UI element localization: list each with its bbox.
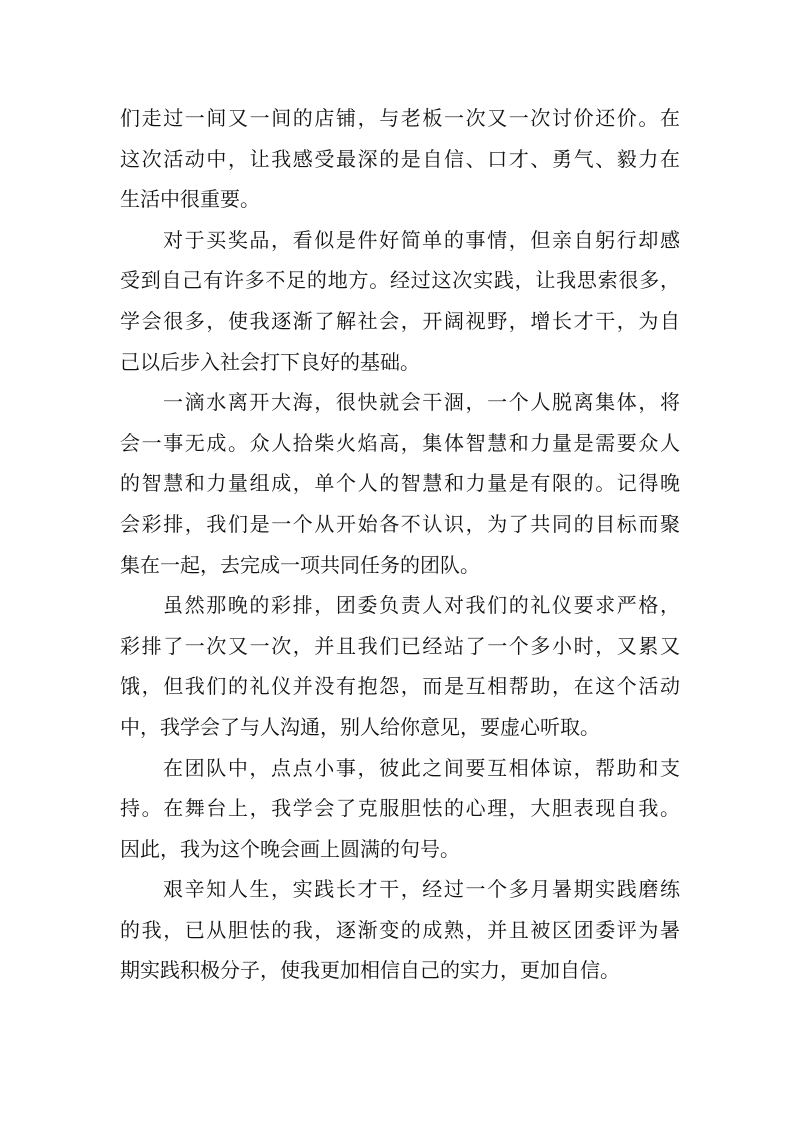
paragraph-line: 中，我学会了与人沟通，别人给你意见，要虚心听取。 [120, 714, 600, 739]
paragraph-3 [120, 382, 680, 585]
paragraph-line: 们走过一间又一间的店铺，与老板一次又一次讨价还价。在 [120, 106, 680, 130]
paragraph-line: 在团队中，点点小事，彼此之间要互相体谅，帮助和支 [163, 755, 680, 780]
paragraph-1 [120, 98, 680, 220]
document-body [120, 98, 680, 991]
paragraph-line: 这次活动中，让我感受最深的是自信、口才、勇气、毅力在 [120, 146, 680, 171]
paragraph-line: 一滴水离开大海，很快就会干涸，一个人脱离集体，将 [163, 390, 680, 415]
paragraph-line: 彩排了一次又一次，并且我们已经站了一个多小时，又累又 [120, 633, 680, 658]
paragraph-line: 会彩排，我们是一个从开始各不认识，为了共同的目标而聚 [120, 511, 680, 536]
paragraph-line: 集在一起，去完成一项共同任务的团队。 [120, 552, 480, 577]
paragraph-5 [120, 748, 680, 870]
paragraph-4 [120, 585, 680, 747]
paragraph-line: 己以后步入社会打下良好的基础。 [120, 349, 420, 374]
paragraph-line: 对于买奖品，看似是件好简单的事情，但亲自躬行却感 [163, 227, 680, 252]
paragraph-line: 会一事无成。众人拾柴火焰高，集体智慧和力量是需要众人 [120, 430, 680, 455]
paragraph-line: 生活中很重要。 [120, 187, 260, 212]
paragraph-6 [120, 869, 680, 991]
paragraph-line: 饿，但我们的礼仪并没有抱怨，而是互相帮助，在这个活动 [120, 674, 680, 699]
paragraph-line: 学会很多，使我逐渐了解社会，开阔视野，增长才干，为自 [120, 308, 680, 333]
paragraph-line: 持。在舞台上，我学会了克服胆怯的心理，大胆表现自我。 [120, 796, 680, 821]
paragraph-line: 的智慧和力量组成，单个人的智慧和力量是有限的。记得晚 [120, 471, 680, 496]
paragraph-2 [120, 220, 680, 382]
paragraph-line: 因此，我为这个晚会画上圆满的句号。 [120, 836, 460, 861]
paragraph-line: 艰辛知人生，实践长才干，经过一个多月暑期实践磨练 [163, 877, 680, 902]
paragraph-line: 虽然那晚的彩排，团委负责人对我们的礼仪要求严格， [163, 593, 680, 618]
paragraph-line: 受到自己有许多不足的地方。经过这次实践，让我思索很多， [120, 268, 680, 293]
paragraph-line: 的我，已从胆怯的我，逐渐变的成熟，并且被区团委评为暑 [120, 917, 680, 942]
paragraph-line: 期实践积极分子，使我更加相信自己的实力，更加自信。 [120, 958, 620, 983]
